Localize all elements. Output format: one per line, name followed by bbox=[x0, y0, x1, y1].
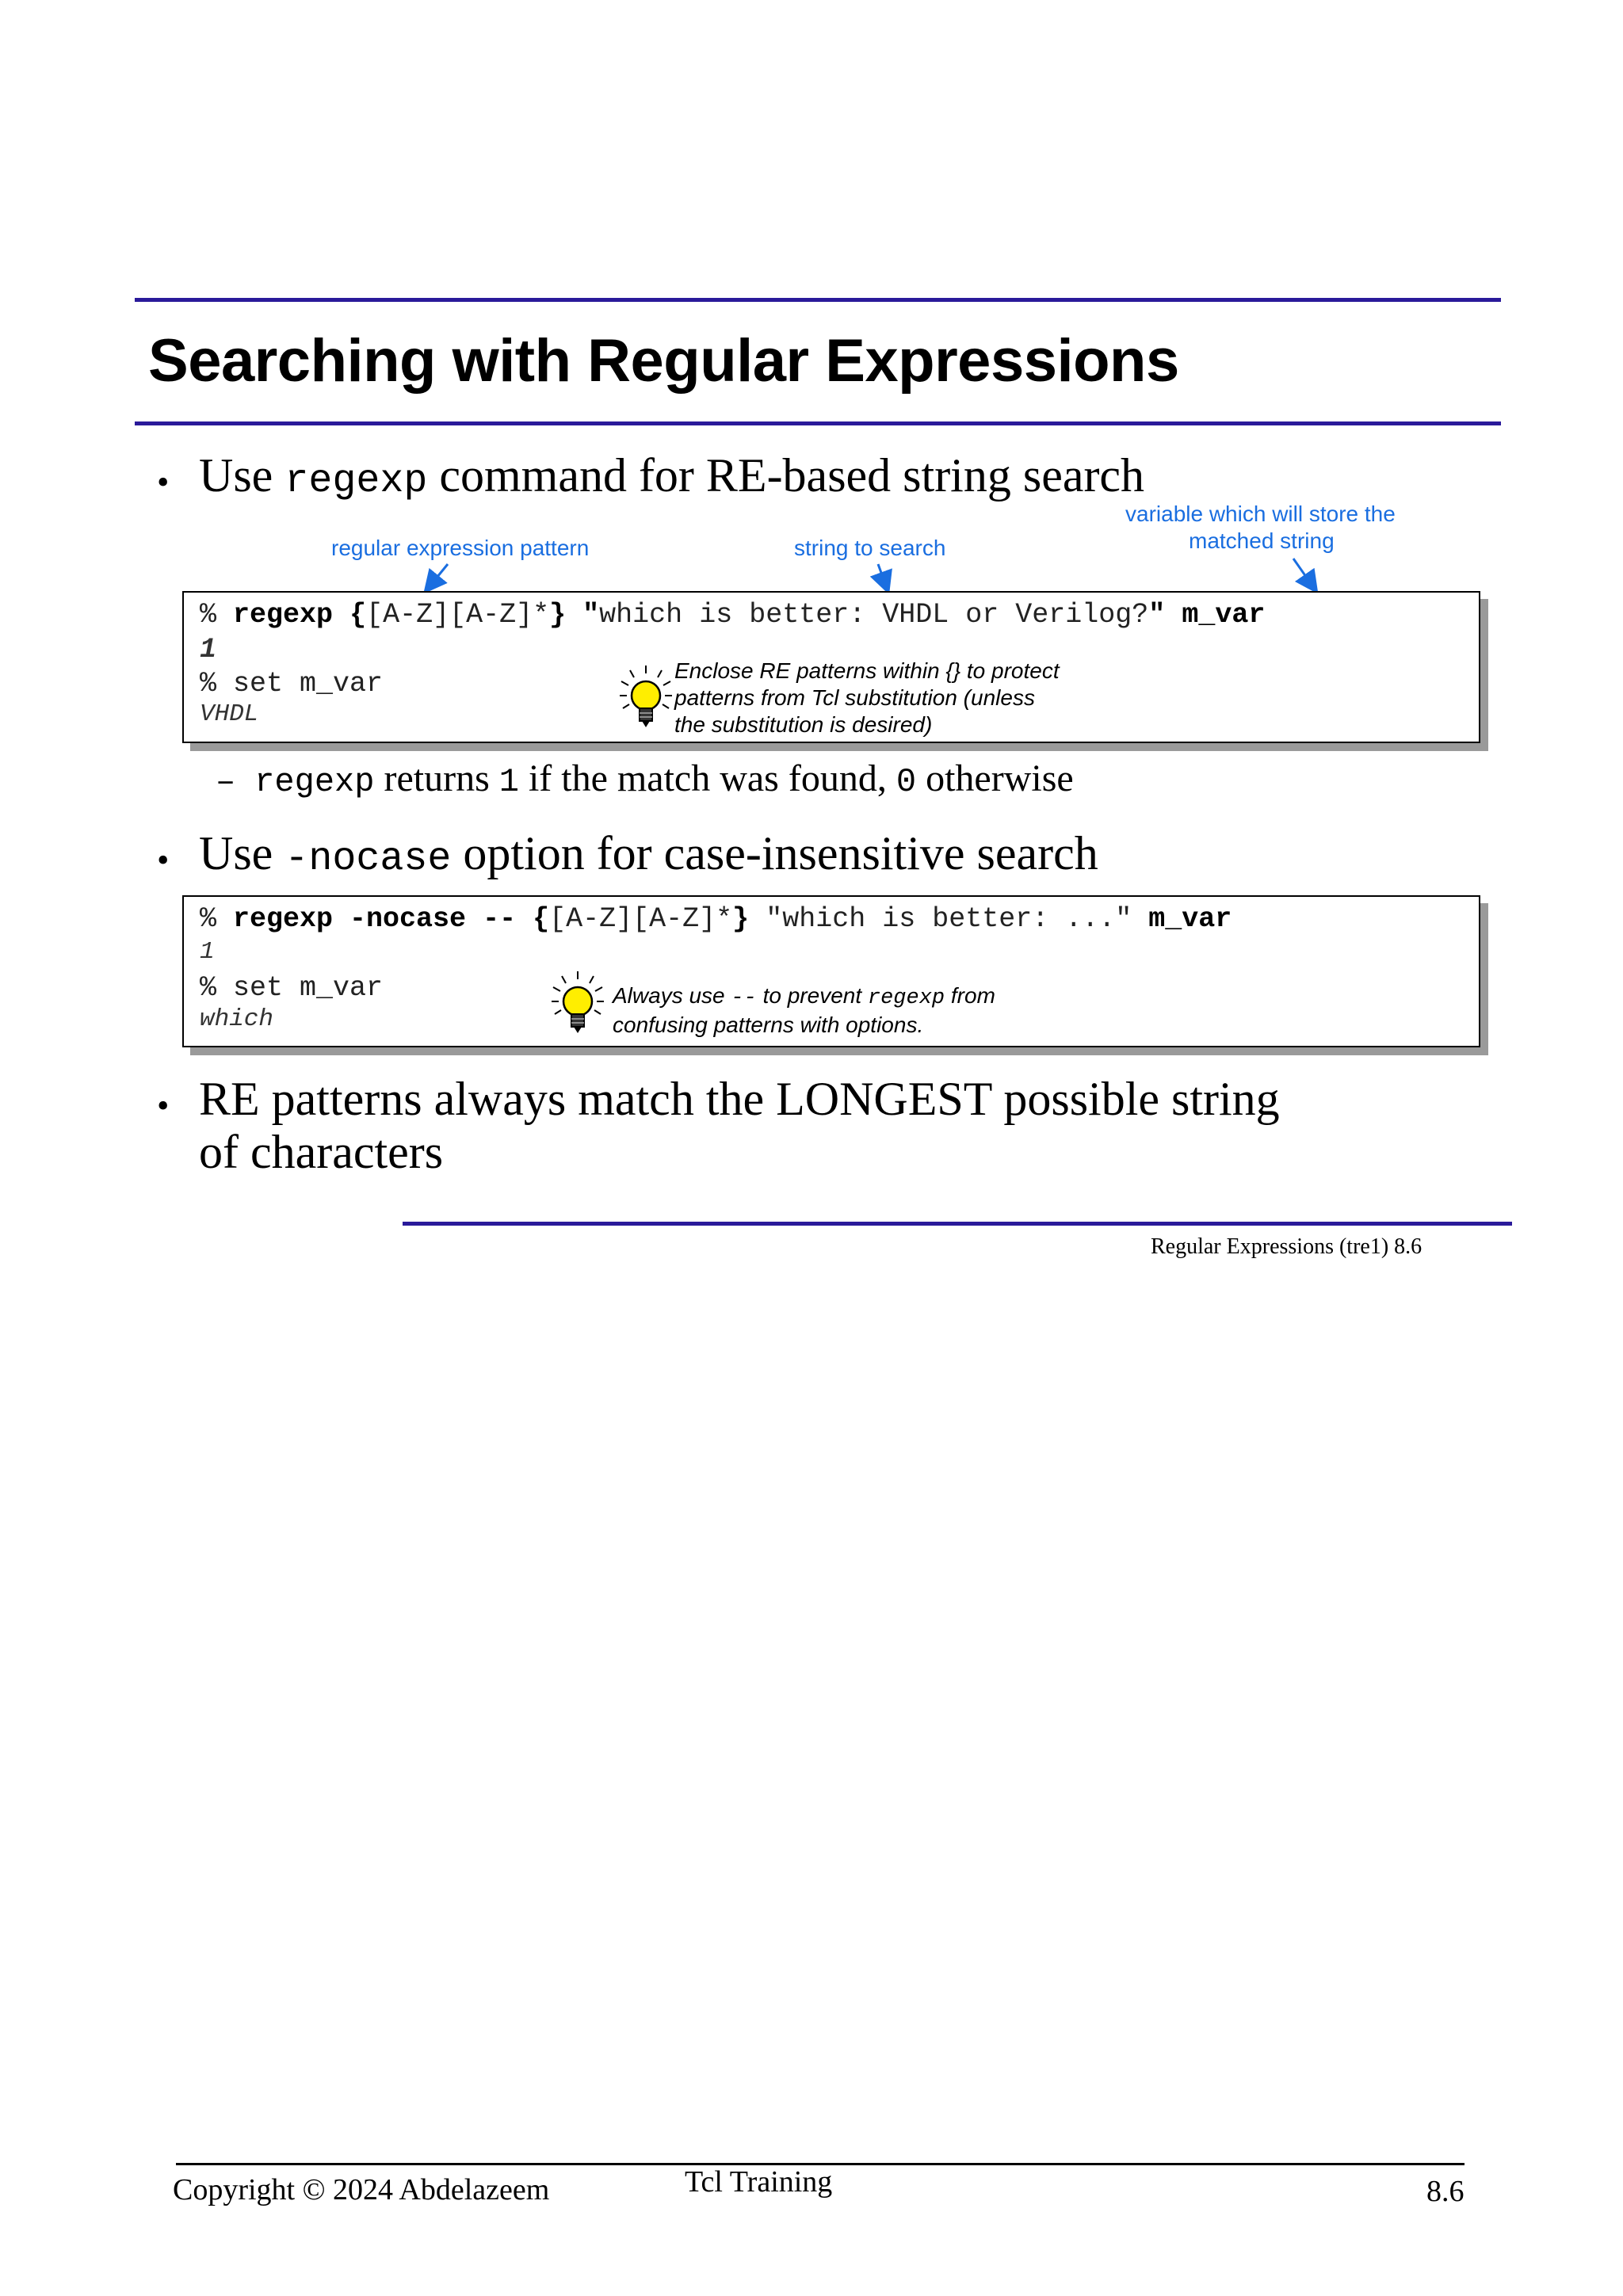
annotation-pattern: regular expression pattern bbox=[331, 536, 590, 560]
lightbulb-icon bbox=[550, 970, 605, 1036]
bullet-3-line1: RE patterns always match the LONGEST possible string bbox=[199, 1073, 1280, 1125]
code1-result2: VHDL bbox=[200, 700, 259, 728]
page-footer-page: 8.6 bbox=[1426, 2175, 1465, 2208]
bullet-dot: • bbox=[157, 1086, 170, 1125]
annotation-variable-1: variable which will store the bbox=[1125, 502, 1396, 526]
bullet-1-code: regexp bbox=[285, 459, 428, 504]
bullet-2 bbox=[199, 826, 1098, 882]
bullet-dot: • bbox=[157, 841, 170, 879]
code1-result1: 1 bbox=[200, 634, 217, 666]
sub-code-1: 1 bbox=[498, 763, 519, 801]
tip-2-line2: confusing patterns with options. bbox=[613, 1013, 924, 1037]
annotation-variable-2: matched string bbox=[1189, 528, 1335, 553]
bullet-3-line2: of characters bbox=[199, 1126, 444, 1178]
code2-result2: which bbox=[200, 1005, 274, 1033]
bullet-1-post: command for RE-based string search bbox=[427, 449, 1145, 502]
bullet-2-code: -nocase bbox=[285, 837, 452, 882]
tip-2 bbox=[613, 982, 995, 1039]
sub-code-0: 0 bbox=[896, 763, 917, 801]
tip-2-line1: Always use -- to prevent regexp from bbox=[613, 983, 995, 1010]
annotation-string: string to search bbox=[794, 536, 946, 560]
slide-title: Searching with Regular Expressions bbox=[148, 327, 1179, 395]
tip-1-line1: Enclose RE patterns within {} to protect bbox=[674, 658, 1060, 683]
tip-1-line2: patterns from Tcl substitution (unless bbox=[674, 685, 1035, 710]
code1-line1: % regexp {[A-Z][A-Z]*} "which is better: VHDL or Verilog?" m_var bbox=[200, 599, 1266, 631]
arrow-pattern bbox=[426, 564, 448, 590]
page-footer-copyright: Copyright © 2024 Abdelazeem bbox=[173, 2173, 550, 2206]
sub-text-returns: returns bbox=[374, 757, 499, 799]
sub-bullet-1 bbox=[216, 757, 1074, 801]
code2-result1: 1 bbox=[200, 938, 215, 966]
arrow-variable bbox=[1293, 559, 1316, 590]
page-footer-center: Tcl Training bbox=[685, 2165, 833, 2199]
sub-text-mid: if the match was found, bbox=[518, 757, 896, 799]
code2-line1: % regexp -nocase -- {[A-Z][A-Z]*} "which is better: ..." m_var bbox=[200, 903, 1232, 935]
slide-footer-label: Regular Expressions (tre1) 8.6 bbox=[1151, 1234, 1423, 1259]
tip-1-line3: the substitution is desired) bbox=[674, 712, 933, 737]
code1-line3: % set m_var bbox=[200, 668, 384, 700]
bullet-dot: • bbox=[157, 463, 170, 502]
bullet-1-pre: Use bbox=[199, 449, 285, 502]
sub-code-regexp: regexp bbox=[254, 763, 375, 801]
lightbulb-icon bbox=[618, 664, 674, 730]
sub-text-post: otherwise bbox=[916, 757, 1074, 799]
bullet-2-post: option for case-insensitive search bbox=[451, 827, 1098, 879]
sub-bullet-dash: – bbox=[216, 763, 236, 801]
tip-1 bbox=[674, 658, 1060, 738]
bullet-2-pre: Use bbox=[199, 827, 285, 879]
slide-footer-rule bbox=[403, 1222, 1512, 1226]
code2-line3: % set m_var bbox=[200, 972, 384, 1004]
arrow-string bbox=[878, 564, 888, 590]
